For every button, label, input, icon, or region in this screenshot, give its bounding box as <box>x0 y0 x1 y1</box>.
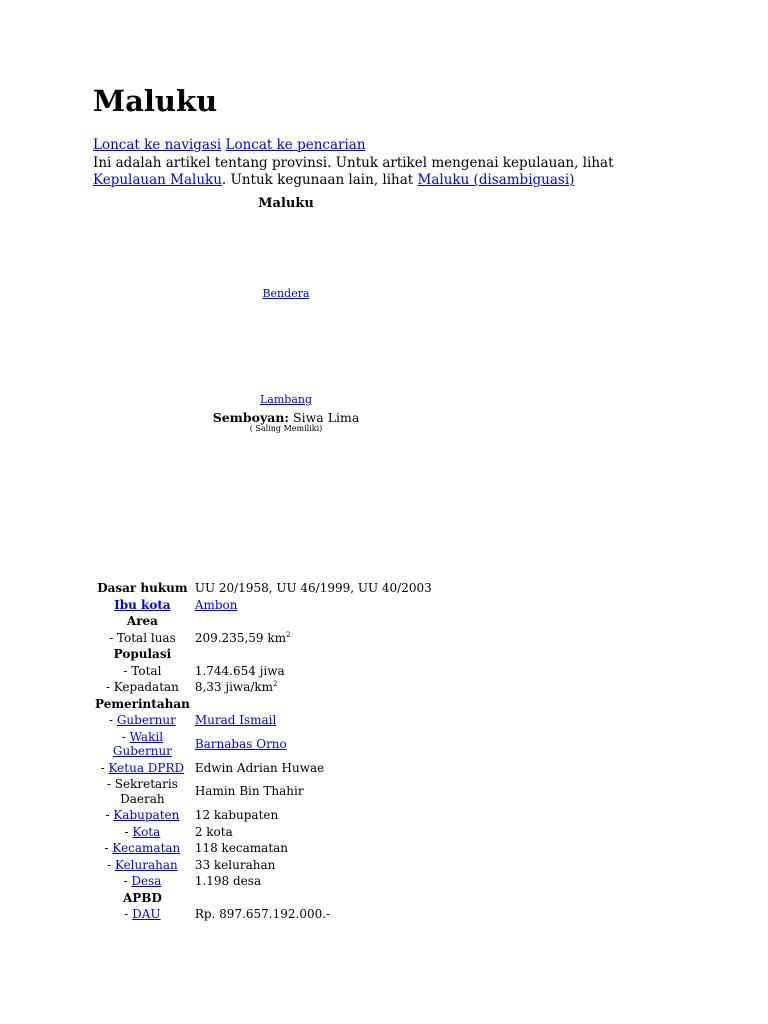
table-row <box>93 597 497 614</box>
governor-label-cell <box>93 712 192 729</box>
urban-villages-value: 33 kelurahan <box>194 857 276 872</box>
villages-label-cell <box>93 873 192 890</box>
vice-governor-label-cell <box>93 729 192 760</box>
row-prefix: - <box>121 729 130 744</box>
secretary-label: - Sekretaris Daerah <box>106 777 178 806</box>
villages-link[interactable]: Desa <box>131 874 162 888</box>
density-unit-sup: 2 <box>273 680 278 688</box>
table-row <box>93 646 497 663</box>
districts-label-cell <box>93 840 192 857</box>
table-row <box>93 890 497 907</box>
cities-link[interactable]: Kota <box>132 824 161 839</box>
capital-label-cell <box>93 597 192 614</box>
dprd-chair-label-cell <box>93 760 192 777</box>
area-section-header: Area <box>126 614 158 628</box>
row-prefix: - <box>124 907 133 921</box>
capital-value-cell <box>192 597 497 614</box>
hatnote <box>93 155 653 189</box>
dau-value: Rp. 897.657.192.000.- <box>194 907 331 921</box>
vice-governor-name-link[interactable]: Barnabas Orno <box>194 736 287 751</box>
skip-to-navigation-link[interactable]: Loncat ke navigasi <box>93 137 222 153</box>
table-row <box>93 580 497 597</box>
density-value: 8,33 jiwa/km <box>194 680 274 694</box>
capital-label-link[interactable]: Ibu kota <box>114 597 171 612</box>
empty-cell <box>192 646 497 663</box>
governor-name-link[interactable]: Murad Ismail <box>194 713 277 727</box>
row-prefix: - <box>105 808 114 822</box>
table-row <box>93 824 497 841</box>
row-prefix: - <box>107 857 115 872</box>
motto-label: Semboyan: <box>212 410 290 425</box>
population-section-header: Populasi <box>113 647 172 661</box>
legal-basis-label: Dasar hukum <box>97 581 188 595</box>
total-area-unit-sup: 2 <box>286 630 291 639</box>
table-row <box>93 663 497 680</box>
page-title: Maluku <box>93 84 218 118</box>
skip-to-search-link[interactable]: Loncat ke pencarian <box>225 137 366 153</box>
row-prefix: - <box>123 874 132 888</box>
table-row <box>93 906 497 923</box>
row-prefix: - <box>108 713 117 727</box>
kepulauan-maluku-link[interactable]: Kepulauan Maluku <box>93 172 222 188</box>
table-row <box>93 760 497 777</box>
population-total-value: 1.744.654 jiwa <box>194 663 285 678</box>
districts-link[interactable]: Kecamatan <box>112 841 181 855</box>
density-label: - Kepadatan <box>105 680 179 694</box>
dprd-chair-value: Edwin Adrian Huwae <box>194 760 325 775</box>
capital-value-link[interactable]: Ambon <box>194 597 238 612</box>
table-row <box>93 712 497 729</box>
emblem-caption <box>0 393 572 406</box>
governor-link[interactable]: Gubernur <box>116 713 176 727</box>
villages-value: 1.198 desa <box>194 874 262 888</box>
apbd-section-header: APBD <box>122 890 162 905</box>
total-area-value-cell <box>192 630 497 647</box>
table-row <box>93 807 497 824</box>
governor-value-cell <box>192 712 497 729</box>
skip-links <box>93 137 366 154</box>
table-row <box>93 679 497 696</box>
density-value-cell <box>192 679 497 696</box>
table-row <box>93 840 497 857</box>
secretary-value: Hamin Bin Thahir <box>194 784 304 799</box>
table-row <box>93 630 497 647</box>
vice-governor-value-cell <box>192 729 497 760</box>
emblem-link[interactable]: Lambang <box>259 393 313 406</box>
motto-translation: ( Saling Memiliki) <box>249 424 323 433</box>
hatnote-text-2: . Untuk kegunaan lain, lihat <box>221 172 418 188</box>
table-row <box>93 696 497 713</box>
table-row <box>93 729 497 760</box>
dau-label-cell <box>93 906 192 923</box>
flag-caption <box>0 287 572 300</box>
vice-governor-link[interactable]: Wakil Gubernur <box>112 729 172 758</box>
population-total-label: - Total <box>123 663 162 678</box>
motto-value: Siwa Lima <box>289 410 360 425</box>
table-row <box>93 776 497 807</box>
empty-cell <box>192 613 497 630</box>
table-row <box>93 613 497 630</box>
table-row <box>93 857 497 874</box>
row-prefix: - <box>104 841 113 855</box>
total-area-value: 209.235,59 km <box>194 630 286 645</box>
cities-value: 2 kota <box>194 824 233 839</box>
legal-basis-value: UU 20/1958, UU 46/1999, UU 40/2003 <box>194 581 432 595</box>
hatnote-text-1: Ini adalah artikel tentang provinsi. Untuk artikel mengenai kepulauan, lihat <box>93 155 614 171</box>
empty-cell <box>192 890 497 907</box>
regencies-value: 12 kabupaten <box>194 808 279 822</box>
empty-cell <box>192 696 497 713</box>
infobox-title: Maluku <box>258 196 314 211</box>
regencies-label-cell <box>93 807 192 824</box>
table-row <box>93 873 497 890</box>
flag-link[interactable]: Bendera <box>262 287 310 300</box>
total-area-label: - Total luas <box>109 630 176 645</box>
row-prefix: - <box>100 760 109 775</box>
row-prefix: - <box>124 824 133 839</box>
infobox-facts-table <box>93 580 497 923</box>
cities-label-cell <box>93 824 192 841</box>
motto <box>0 410 572 425</box>
districts-value: 118 kecamatan <box>194 841 289 855</box>
maluku-disambiguation-link[interactable]: Maluku (disambiguasi) <box>417 172 575 188</box>
urban-villages-label-cell <box>93 857 192 874</box>
dprd-chair-link[interactable]: Ketua DPRD <box>108 760 185 775</box>
regencies-link[interactable]: Kabupaten <box>113 808 180 822</box>
urban-villages-link[interactable]: Kelurahan <box>114 857 178 872</box>
dau-link[interactable]: DAU <box>132 907 161 921</box>
government-section-header: Pemerintahan <box>95 696 190 711</box>
